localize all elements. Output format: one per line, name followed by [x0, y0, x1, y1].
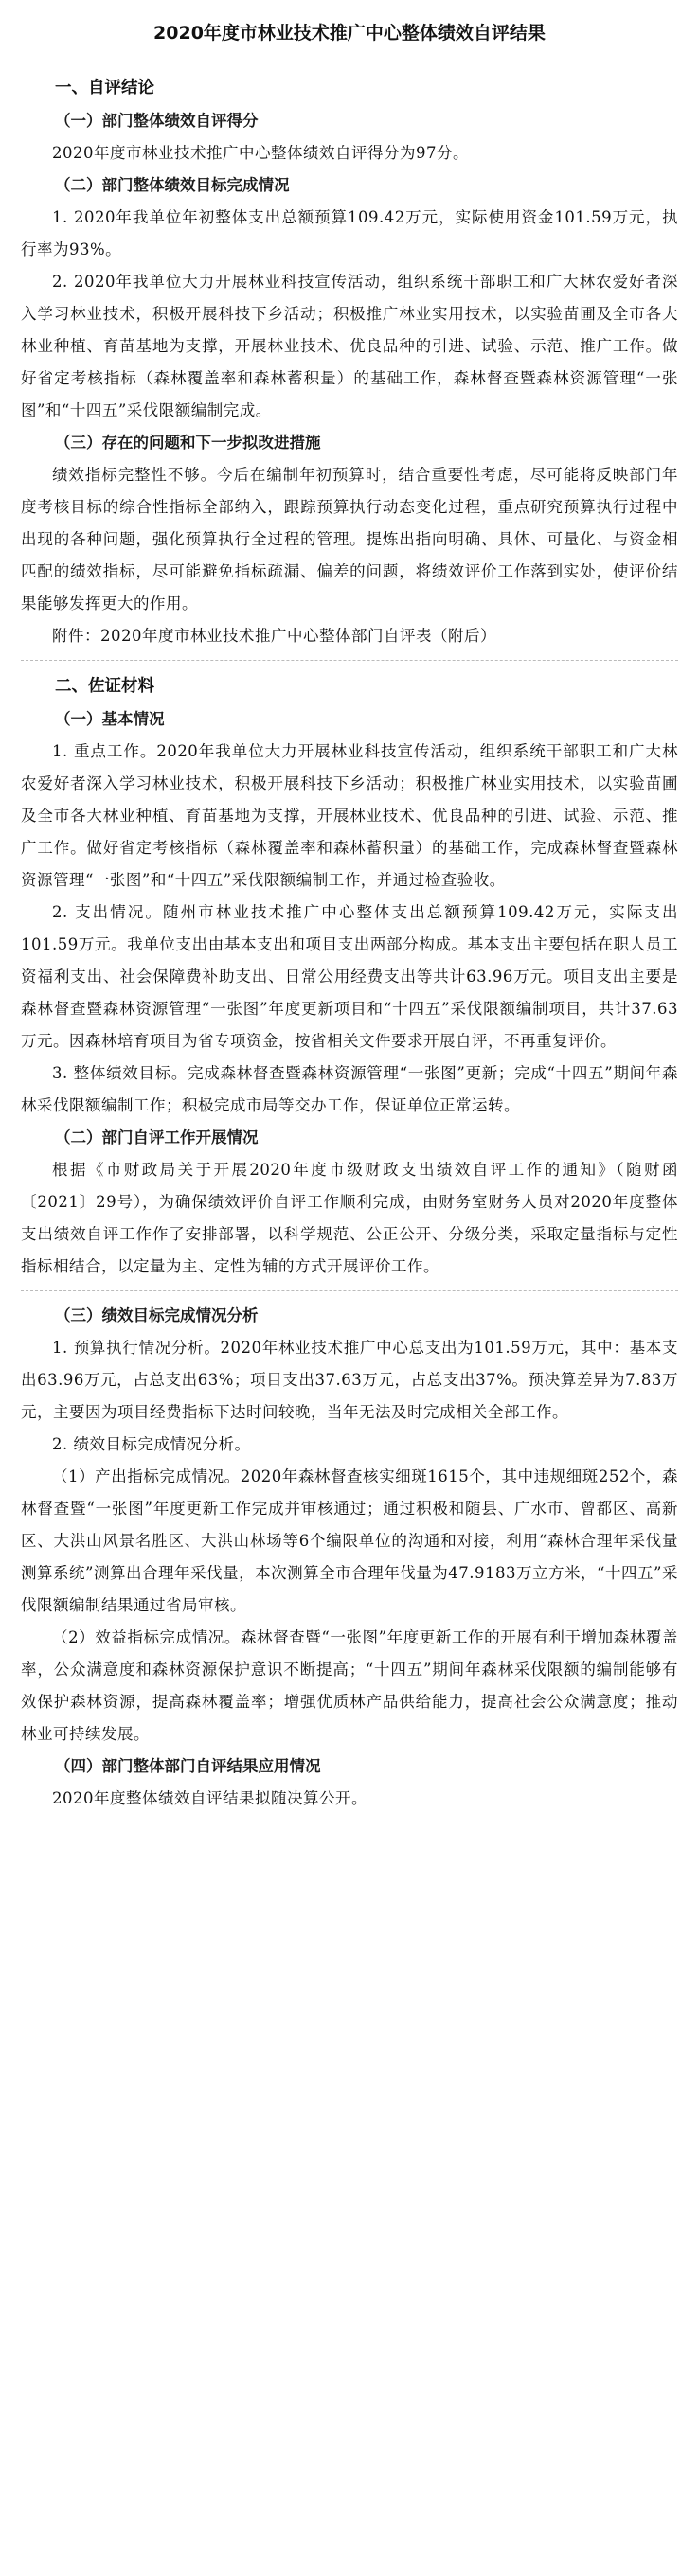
subsection-heading-self-eval: （二）部门自评工作开展情况 — [55, 1128, 259, 1146]
document-title: 2020年度市林业技术推广中心整体绩效自评结果 — [153, 23, 546, 44]
paragraph-activities: 2. 2020年我单位大力开展林业科技宣传活动，组织系统干部职工和广大林农爱好者深入学习林业技术，积极开展科技下乡活动；积极推广林业实用技术，以实验苗圃及全市各大林业种植、育苗基地为支撑，开展林业技术、优良品种的引进、试验、示范、推广工作。做好省定考核指标（森林覆盖率和森林蓄积量）的基础工作，森林督查暨森林资源管理“一张图”和“十四五”采伐限额编制完成。 — [21, 273, 678, 419]
section-heading-evidence: 二、佐证材料 — [55, 677, 154, 696]
subsection-heading-analysis: （三）绩效目标完成情况分析 — [55, 1306, 259, 1324]
paragraph-budget: 1. 2020年我单位年初整体支出总额预算109.42万元，实际使用资金101.59万元，执行率为93%。 — [21, 208, 678, 258]
subsection-heading-score: （一）部门整体绩效自评得分 — [55, 112, 259, 130]
paragraph-overall-target: 3. 整体绩效目标。完成森林督查暨森林资源管理“一张图”更新；完成“十四五”期间年森林采伐限额编制工作；积极完成市局等交办工作，保证单位正常运转。 — [21, 1064, 678, 1114]
paragraph-attachment: 附件：2020年度市林业技术推广中心整体部门自评表（附后） — [52, 627, 496, 645]
paragraph-expenditure: 2. 支出情况。随州市林业技术推广中心整体支出总额预算109.42万元，实际支出101.59万元。我单位支出由基本支出和项目支出两部分构成。基本支出主要包括在职人员工资福利支出、社会保障费补助支出、日常公用经费支出等共计63.96万元。项目支出主要是森林督查暨森林资源管理“一张图”年度更新项目和“十四五”采伐限额编制项目，共计37.63万元。因森林培育项目为省专项资金，按省相关文件要求开展自评，不再重复评价。 — [21, 903, 678, 1050]
section-heading-conclusion: 一、自评结论 — [55, 79, 154, 98]
paragraph-application: 2020年度整体绩效自评结果拟随决算公开。 — [52, 1789, 367, 1807]
paragraph-problems: 绩效指标完整性不够。今后在编制年初预算时，结合重要性考虑，尽可能将反映部门年度考核目标的综合性指标全部纳入，跟踪预算执行动态变化过程，重点研究预算执行过程中出现的各种问题，强化预算执行全过程的管理。提炼出指向明确、具体、可量化、与资金相匹配的绩效指标，尽可能避免指标疏漏、偏差的问题，将绩效评价工作落到实处，使评价结果能够发挥更大的作用。 — [21, 466, 678, 613]
page-divider — [21, 1290, 678, 1292]
paragraph-budget-analysis: 1. 预算执行情况分析。2020年林业技术推广中心总支出为101.59万元，其中：基本支出63.96万元，占总支出63%；项目支出37.63万元，占总支出37%。预决算差异为7.83万元，主要因为项目经费指标下达时间较晚，当年无法及时完成相关全部工作。 — [21, 1339, 678, 1421]
paragraph-self-eval: 根据《市财政局关于开展2020年度市级财政支出绩效自评工作的通知》（随财函〔2021〕29号），为确保绩效评价自评工作顺利完成，由财务室财务人员对2020年度整体支出绩效自评工作作了安排部署，以科学规范、公正公开、分级分类，采取定量指标与定性指标相结合，以定量为主、定性为辅的方式开展评价工作。 — [21, 1161, 678, 1275]
paragraph-score: 2020年度市林业技术推广中心整体绩效自评得分为97分。 — [52, 144, 469, 162]
subsection-heading-basic: （一）基本情况 — [55, 710, 165, 728]
subsection-heading-application: （四）部门整体部门自评结果应用情况 — [55, 1757, 321, 1775]
paragraph-benefit-indicators: （2）效益指标完成情况。森林督查暨“一张图”年度更新工作的开展有利于增加森林覆盖率，公众满意度和森林资源保护意识不断提高；“十四五”期间年森林采伐限额的编制能够有效保护森林资源，提高森林覆盖率；增强优质林产品供给能力，提高社会公众满意度；推动林业可持续发展。 — [21, 1628, 678, 1743]
subsection-heading-targets: （二）部门整体绩效目标完成情况 — [55, 176, 290, 194]
subsection-heading-problems: （三）存在的问题和下一步拟改进措施 — [55, 434, 321, 452]
paragraph-output-indicators: （1）产出指标完成情况。2020年森林督查核实细斑1615个，其中违规细斑252个，森林督查暨“一张图”年度更新工作完成并审核通过；通过积极和随县、广水市、曾都区、高新区、大洪山风景名胜区、大洪山林场等6个编限单位的沟通和对接，利用“森林合理年采伐量测算系统”测算出合理年采伐量，本次测算全市合理年伐量为47.9183万立方米，“十四五”采伐限额编制结果通过省局审核。 — [21, 1467, 678, 1614]
page-divider — [21, 660, 678, 662]
paragraph-target-analysis: 2. 绩效目标完成情况分析。 — [52, 1435, 251, 1453]
paragraph-key-work: 1. 重点工作。2020年我单位大力开展林业科技宣传活动，组织系统干部职工和广大林农爱好者深入学习林业技术，积极开展科技下乡活动；积极推广林业实用技术，以实验苗圃及全市各大林业种植、育苗基地为支撑，开展林业技术、优良品种的引进、试验、示范、推广工作。做好省定考核指标（森林覆盖率和森林蓄积量）的基础工作，完成森林督查暨森林资源管理“一张图”和“十四五”采伐限额编制工作，并通过检查验收。 — [21, 742, 678, 889]
